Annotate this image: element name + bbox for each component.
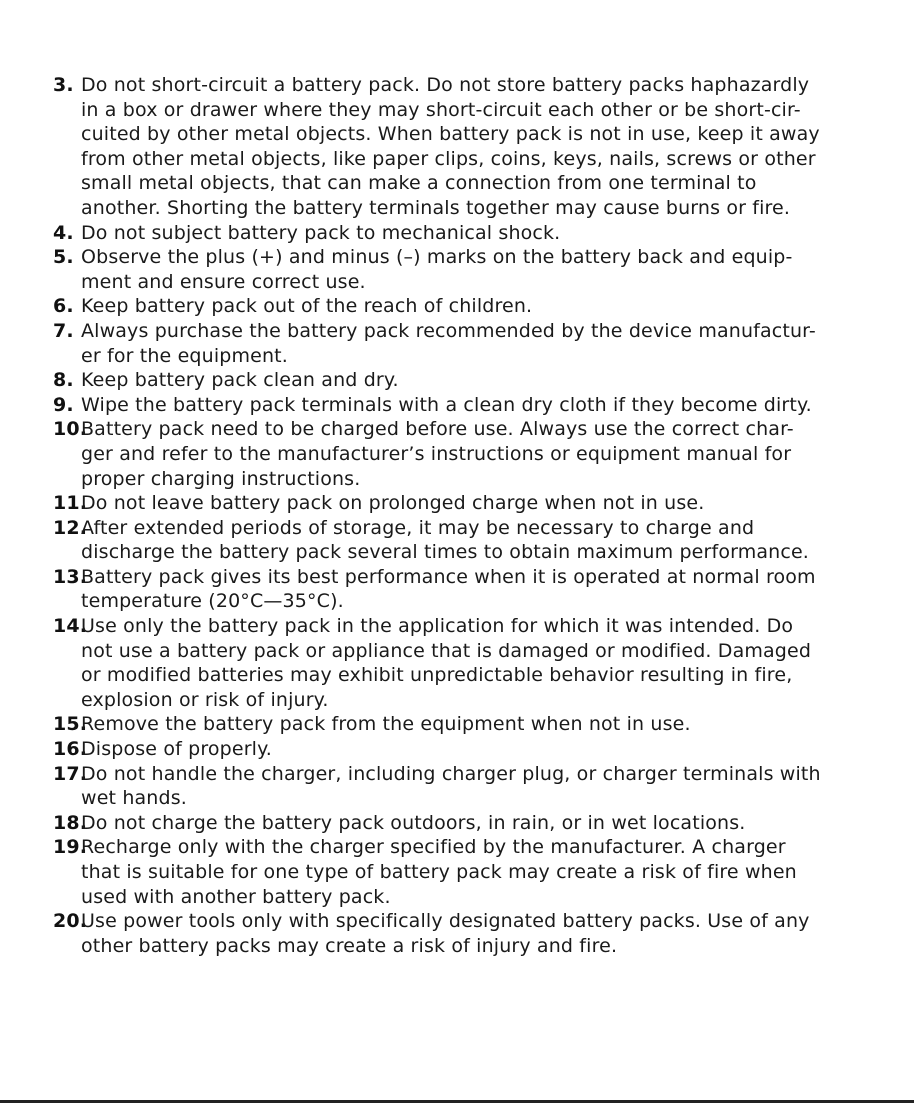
item-text: Use power tools only with specifically designated battery packs. Use of any other battery packs may create a risk of injury and fire.: [81, 910, 810, 957]
list-item: [53, 368, 865, 393]
item-text: Wipe the battery pack terminals with a clean dry cloth if they become dirty.: [81, 393, 812, 416]
list-item: [53, 319, 865, 368]
item-number: 8.: [53, 369, 74, 392]
list-item: [53, 516, 865, 565]
item-text: Do not subject battery pack to mechanical shock.: [81, 221, 561, 244]
item-number: 15.: [53, 713, 88, 736]
list-item: [53, 762, 865, 811]
list-item: [53, 737, 865, 762]
item-text: Keep battery pack out of the reach of children.: [81, 295, 533, 318]
item-text: Dispose of properly.: [81, 738, 272, 761]
item-text: Do not charge the battery pack outdoors, in rain, or in wet locations.: [81, 811, 746, 834]
list-item: [53, 221, 865, 246]
list-item: [53, 614, 865, 712]
item-number: 20.: [53, 910, 88, 933]
item-number: 17.: [53, 762, 88, 785]
item-text: Keep battery pack clean and dry.: [81, 369, 399, 392]
item-text: After extended periods of storage, it may be necessary to charge and discharge the battery pack several times to obtain maximum performance.: [81, 516, 809, 564]
list-item: [53, 491, 865, 516]
item-text: Observe the plus (+) and minus (–) marks on the battery back and equip- ment and ensure correct use.: [81, 246, 793, 293]
item-text: Battery pack gives its best performance when it is operated at normal room temperature (20°C—35°C).: [81, 565, 816, 613]
item-text: Do not short-circuit a battery pack. Do not store battery packs haphazardly in a box or drawer where they may short-circuit each other or be short-cir- cuited by other metal objects. When battery pack is not in use, keep it away from other metal objects, like paper clips, coins, keys, nails, screws or other small metal objects, that can make a connection from one terminal to another. Shorting the battery terminals together may cause burns or fire.: [81, 74, 820, 219]
item-text: Do not leave battery pack on prolonged charge when not in use.: [81, 492, 705, 515]
list-item: [53, 245, 865, 294]
item-number: 9.: [53, 393, 74, 416]
item-number: 18.: [53, 811, 88, 834]
item-text: Always purchase the battery pack recommended by the device manufactur- er for the equipment.: [81, 319, 816, 367]
item-text: Battery pack need to be charged before use. Always use the correct char- ger and refer to the manufacturer’s instructions or equipment manual for proper charging instructions.: [81, 418, 794, 490]
item-number: 16.: [53, 738, 88, 761]
item-number: 4.: [53, 221, 74, 244]
list-item: [53, 712, 865, 737]
item-text: Recharge only with the charger specified by the manufacturer. A charger that is suitable for one type of battery pack may create a risk of fire when used with another battery pack.: [81, 836, 797, 908]
item-number: 10.: [53, 418, 88, 441]
list-item: [53, 73, 865, 221]
item-text: Remove the battery pack from the equipment when not in use.: [81, 713, 691, 736]
list-item: [53, 294, 865, 319]
list-item: [53, 811, 865, 836]
item-text: Do not handle the charger, including charger plug, or charger terminals with wet hands.: [81, 762, 821, 810]
item-number: 3.: [53, 74, 74, 96]
item-number: 13.: [53, 565, 88, 588]
item-number: 12.: [53, 516, 88, 539]
item-number: 19.: [53, 836, 88, 859]
battery-safety-list: [53, 73, 865, 958]
list-item: [53, 909, 865, 958]
item-number: 5.: [53, 246, 74, 269]
item-number: 7.: [53, 319, 74, 342]
item-number: 11.: [53, 492, 88, 515]
list-item: [53, 393, 865, 418]
item-text: Use only the battery pack in the application for which it was intended. Do not use a battery pack or appliance that is damaged or modified. Damaged or modified batteries may exhibit unpredictable behavior resulting in fire, explosion or risk of injury.: [81, 615, 812, 711]
item-number: 6.: [53, 295, 74, 318]
list-item: [53, 565, 865, 614]
item-number: 14.: [53, 615, 88, 638]
list-item: [53, 835, 865, 909]
list-item: [53, 417, 865, 491]
